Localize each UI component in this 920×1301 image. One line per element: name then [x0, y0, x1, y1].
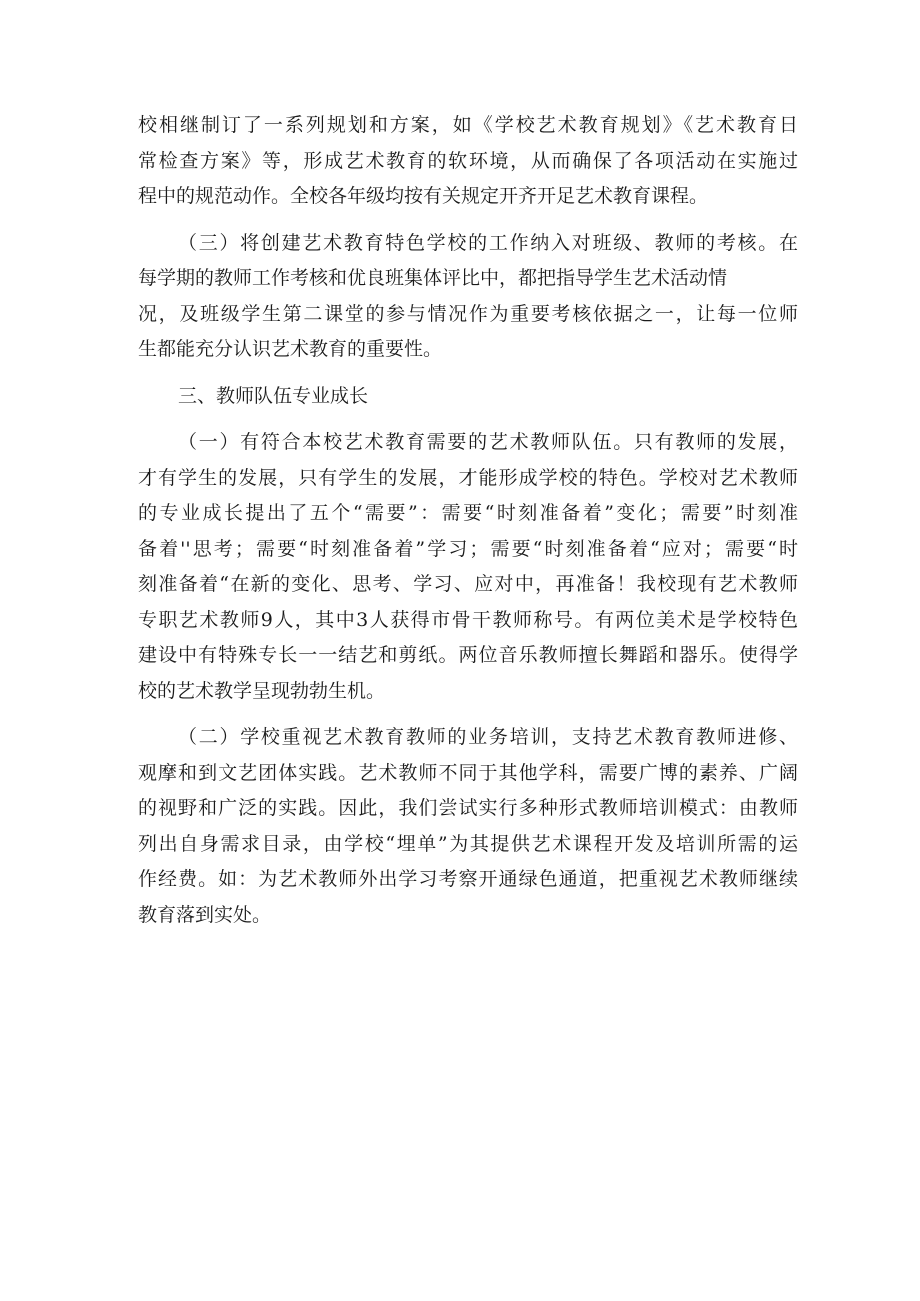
- text-line: 教育落到实处。: [138, 903, 272, 926]
- text-line: 程中的规范动作。全校各年级均按有关规定开齐开足艺术教育课程。: [138, 185, 709, 207]
- paragraph-spacer: [138, 709, 798, 720]
- text-line: （一）有符合本校艺术教育需要的艺术教师队伍。只有教师的发展，: [178, 431, 798, 453]
- text-line: 每学期的教师工作考核和优良班集体评比中，都把指导学生艺术活动情: [138, 267, 728, 289]
- paragraph: [138, 226, 798, 368]
- text-line: 的视野和广泛的实践。因此，我们尝试实行多种形式教师培训模式：由教师: [138, 797, 798, 819]
- paragraph-spacer: [138, 215, 798, 226]
- text-line: 的专业成长提出了五个“需要”：需要“时刻准备着”变化；需要”时刻准: [138, 502, 798, 524]
- text-line: 校相继制订了一系列规划和方案，如《学校艺术教育规划》《艺术教育日: [138, 114, 798, 136]
- text-line: （二）学校重视艺术教育教师的业务培训，支持艺术教育教师进修、: [178, 726, 798, 748]
- paragraph: [138, 379, 798, 415]
- text-line: 建设中有特殊专长一一结艺和剪纸。两位音乐教师擅长舞蹈和器乐。使得学: [138, 644, 798, 666]
- paragraph: [138, 425, 798, 709]
- text-line: 列出自身需求目录，由学校“埋单”为其提供艺术课程开发及培训所需的运: [138, 832, 798, 855]
- document-body: [138, 108, 798, 933]
- text-line: 才有学生的发展，只有学生的发展，才能形成学校的特色。学校对艺术教师: [138, 466, 798, 489]
- paragraph-spacer: [138, 368, 798, 379]
- text-line: 专职艺术教师9人，其中3人获得市骨干教师称号。有两位美术是学校特色: [138, 608, 798, 631]
- text-line: 刻准备着“在新的变化、思考、学习、应对中，再准备！我校现有艺术教师: [138, 573, 798, 595]
- text-line: 况，及班级学生第二课堂的参与情况作为重要考核依据之一，让每一位师: [138, 302, 798, 325]
- paragraph: [138, 720, 798, 933]
- paragraph-spacer: [138, 414, 798, 425]
- text-line: （三）将创建艺术教育特色学校的工作纳入对班级、教师的考核。在: [178, 231, 798, 254]
- text-line: 备着''思考；需要“时刻准备着”学习；需要“时刻准备着“应对；需要“时: [138, 537, 798, 560]
- text-line: 校的艺术教学呈现勃勃生机。: [138, 679, 386, 702]
- text-line: 生都能充分认识艺术教育的重要性。: [138, 338, 443, 360]
- text-line: 观摩和到文艺团体实践。艺术教师不同于其他学科，需要广博的素养、广阔: [138, 761, 798, 784]
- text-line: 作经费。如：为艺术教师外出学习考察开通绿色通道，把重视艺术教师继续: [138, 868, 798, 890]
- text-line: 常检查方案》等，形成艺术教育的软环境，从而确保了各项活动在实施过: [138, 149, 798, 172]
- paragraph: [138, 108, 798, 215]
- text-line: 三、教师队伍专业成长: [178, 384, 369, 407]
